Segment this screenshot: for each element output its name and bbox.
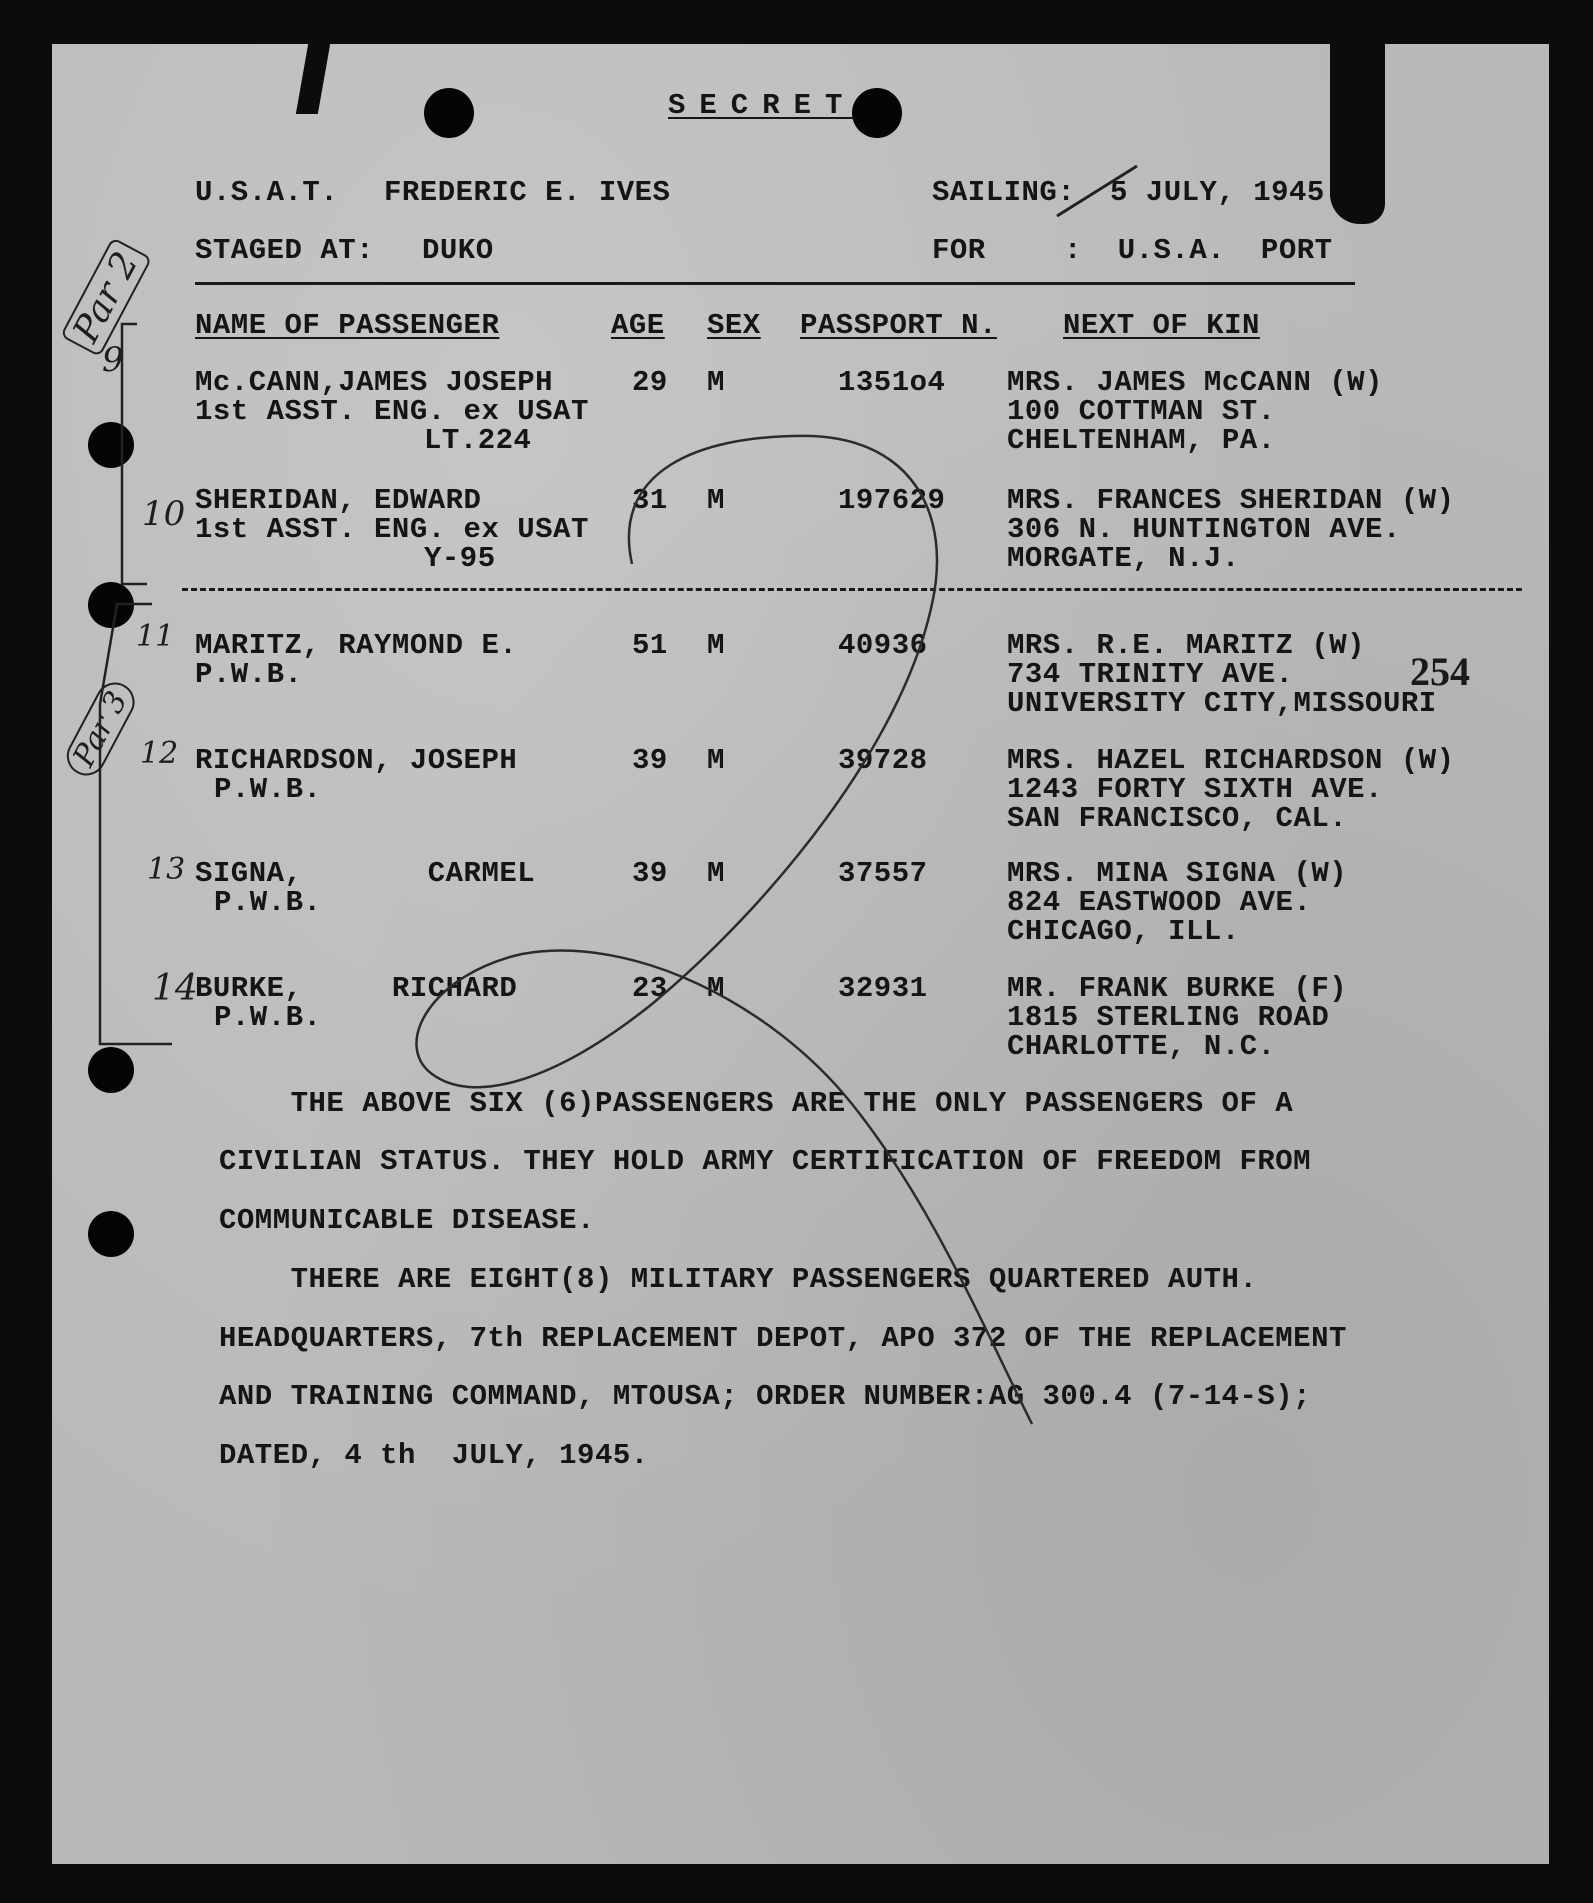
page-number: 254 [1410, 649, 1470, 694]
kin-address: 824 EASTWOOD AVE. [1007, 886, 1312, 919]
passenger-number: 13 [147, 852, 186, 887]
kin-city: CHARLOTTE, N.C. [1007, 1030, 1276, 1063]
passenger-passport: 39728 [838, 744, 928, 777]
kin-city: SAN FRANCISCO, CAL. [1007, 802, 1348, 835]
kin-address: 306 N. HUNTINGTON AVE. [1007, 513, 1401, 546]
passenger-name: MARITZ, RAYMOND E. [195, 629, 518, 662]
staged-location: DUKO [422, 234, 494, 267]
par2-annotation: Par 2 [60, 237, 152, 357]
col-header-passport: PASSPORT N. [800, 309, 997, 342]
document-page [52, 44, 1549, 1864]
vessel-name: FREDERIC E. IVES [384, 176, 671, 209]
kin-city: CHICAGO, ILL. [1007, 915, 1240, 948]
passenger-title: 1st ASST. ENG. ex USAT [195, 395, 589, 428]
kin-address: 100 COTTMAN ST. [1007, 395, 1276, 428]
staged-label: STAGED AT: [195, 234, 375, 267]
classification-title: SECRET [668, 89, 857, 122]
large-handwritten-two [416, 436, 1032, 1424]
paragraph-line: COMMUNICABLE DISEASE. [219, 1204, 595, 1237]
paragraph-line: THERE ARE EIGHT(8) MILITARY PASSENGERS QUARTERED AUTH. [219, 1263, 1258, 1296]
passenger-age: 29 [632, 366, 668, 399]
col-header-name: NAME OF PASSENGER [195, 309, 500, 342]
passenger-age: 31 [632, 484, 668, 517]
passenger-title: P.W.B. [214, 1001, 322, 1034]
kin-city: CHELTENHAM, PA. [1007, 424, 1276, 457]
paragraph-line: HEADQUARTERS, 7th REPLACEMENT DEPOT, APO 372 OF THE REPLACEMENT [219, 1322, 1347, 1355]
kin-name: MR. FRANK BURKE (F) [1007, 972, 1348, 1005]
destination-label: FOR [932, 234, 986, 267]
passenger-number: 12 [140, 736, 179, 771]
pencil-marks [52, 44, 1549, 1864]
passenger-vessel: Y-95 [424, 542, 496, 575]
passenger-name: Mc.CANN,JAMES JOSEPH [195, 366, 554, 399]
kin-name: MRS. R.E. MARITZ (W) [1007, 629, 1366, 662]
passenger-number: 14 [152, 968, 198, 1009]
passenger-number: 11 [136, 619, 175, 654]
par3-annotation: Par 3 [60, 676, 141, 782]
paragraph-line: THE ABOVE SIX (6)PASSENGERS ARE THE ONLY PASSENGERS OF A [219, 1087, 1294, 1120]
kin-name: MRS. MINA SIGNA (W) [1007, 857, 1348, 890]
vessel-label: U.S.A.T. [195, 176, 339, 209]
passenger-name: RICHARDSON, JOSEPH [195, 744, 518, 777]
kin-city: UNIVERSITY CITY,MISSOURI [1007, 687, 1437, 720]
kin-address: 1815 STERLING ROAD [1007, 1001, 1330, 1034]
passenger-title: P.W.B. [195, 658, 303, 691]
kin-city: MORGATE, N.J. [1007, 542, 1240, 575]
passenger-sex: M [707, 484, 725, 517]
margin-bracket-par2 [122, 324, 147, 584]
passenger-passport: 197629 [838, 484, 946, 517]
passenger-title: P.W.B. [214, 886, 322, 919]
sailing-date: 5 JULY, 1945 [1110, 176, 1325, 209]
passenger-vessel: LT.224 [424, 424, 532, 457]
passenger-sex: M [707, 744, 725, 777]
destination-value: : U.S.A. PORT [1064, 234, 1333, 267]
passenger-passport: 32931 [838, 972, 928, 1005]
col-header-kin: NEXT OF KIN [1063, 309, 1260, 342]
passenger-name: SIGNA, CARMEL [195, 857, 536, 890]
passenger-sex: M [707, 857, 725, 890]
kin-name: MRS. JAMES McCANN (W) [1007, 366, 1383, 399]
col-header-sex: SEX [707, 309, 761, 342]
paragraph-line: CIVILIAN STATUS. THEY HOLD ARMY CERTIFICATION OF FREEDOM FROM [219, 1145, 1312, 1178]
passenger-passport: 40936 [838, 629, 928, 662]
paragraph-line: DATED, 4 th JULY, 1945. [219, 1439, 649, 1472]
passenger-title: 1st ASST. ENG. ex USAT [195, 513, 589, 546]
passenger-number: 9 [102, 340, 124, 380]
passenger-age: 51 [632, 629, 668, 662]
passenger-name: SHERIDAN, EDWARD [195, 484, 482, 517]
passenger-age: 39 [632, 744, 668, 777]
sailing-label: SAILING: [932, 176, 1076, 209]
passenger-sex: M [707, 972, 725, 1005]
passenger-passport: 37557 [838, 857, 928, 890]
passenger-age: 39 [632, 857, 668, 890]
passenger-sex: M [707, 366, 725, 399]
kin-name: MRS. HAZEL RICHARDSON (W) [1007, 744, 1455, 777]
kin-name: MRS. FRANCES SHERIDAN (W) [1007, 484, 1455, 517]
passenger-age: 23 [632, 972, 668, 1005]
sailing-date-strike [1057, 166, 1137, 216]
kin-address: 1243 FORTY SIXTH AVE. [1007, 773, 1383, 806]
passenger-sex: M [707, 629, 725, 662]
passenger-passport: 1351o4 [838, 366, 946, 399]
kin-address: 734 TRINITY AVE. [1007, 658, 1294, 691]
passenger-title: P.W.B. [214, 773, 322, 806]
paragraph-line: AND TRAINING COMMAND, MTOUSA; ORDER NUMBER:AG 300.4 (7-14-S); [219, 1380, 1312, 1413]
passenger-number: 10 [142, 494, 186, 534]
passenger-name: BURKE, RICHARD [195, 972, 518, 1005]
col-header-age: AGE [611, 309, 665, 342]
